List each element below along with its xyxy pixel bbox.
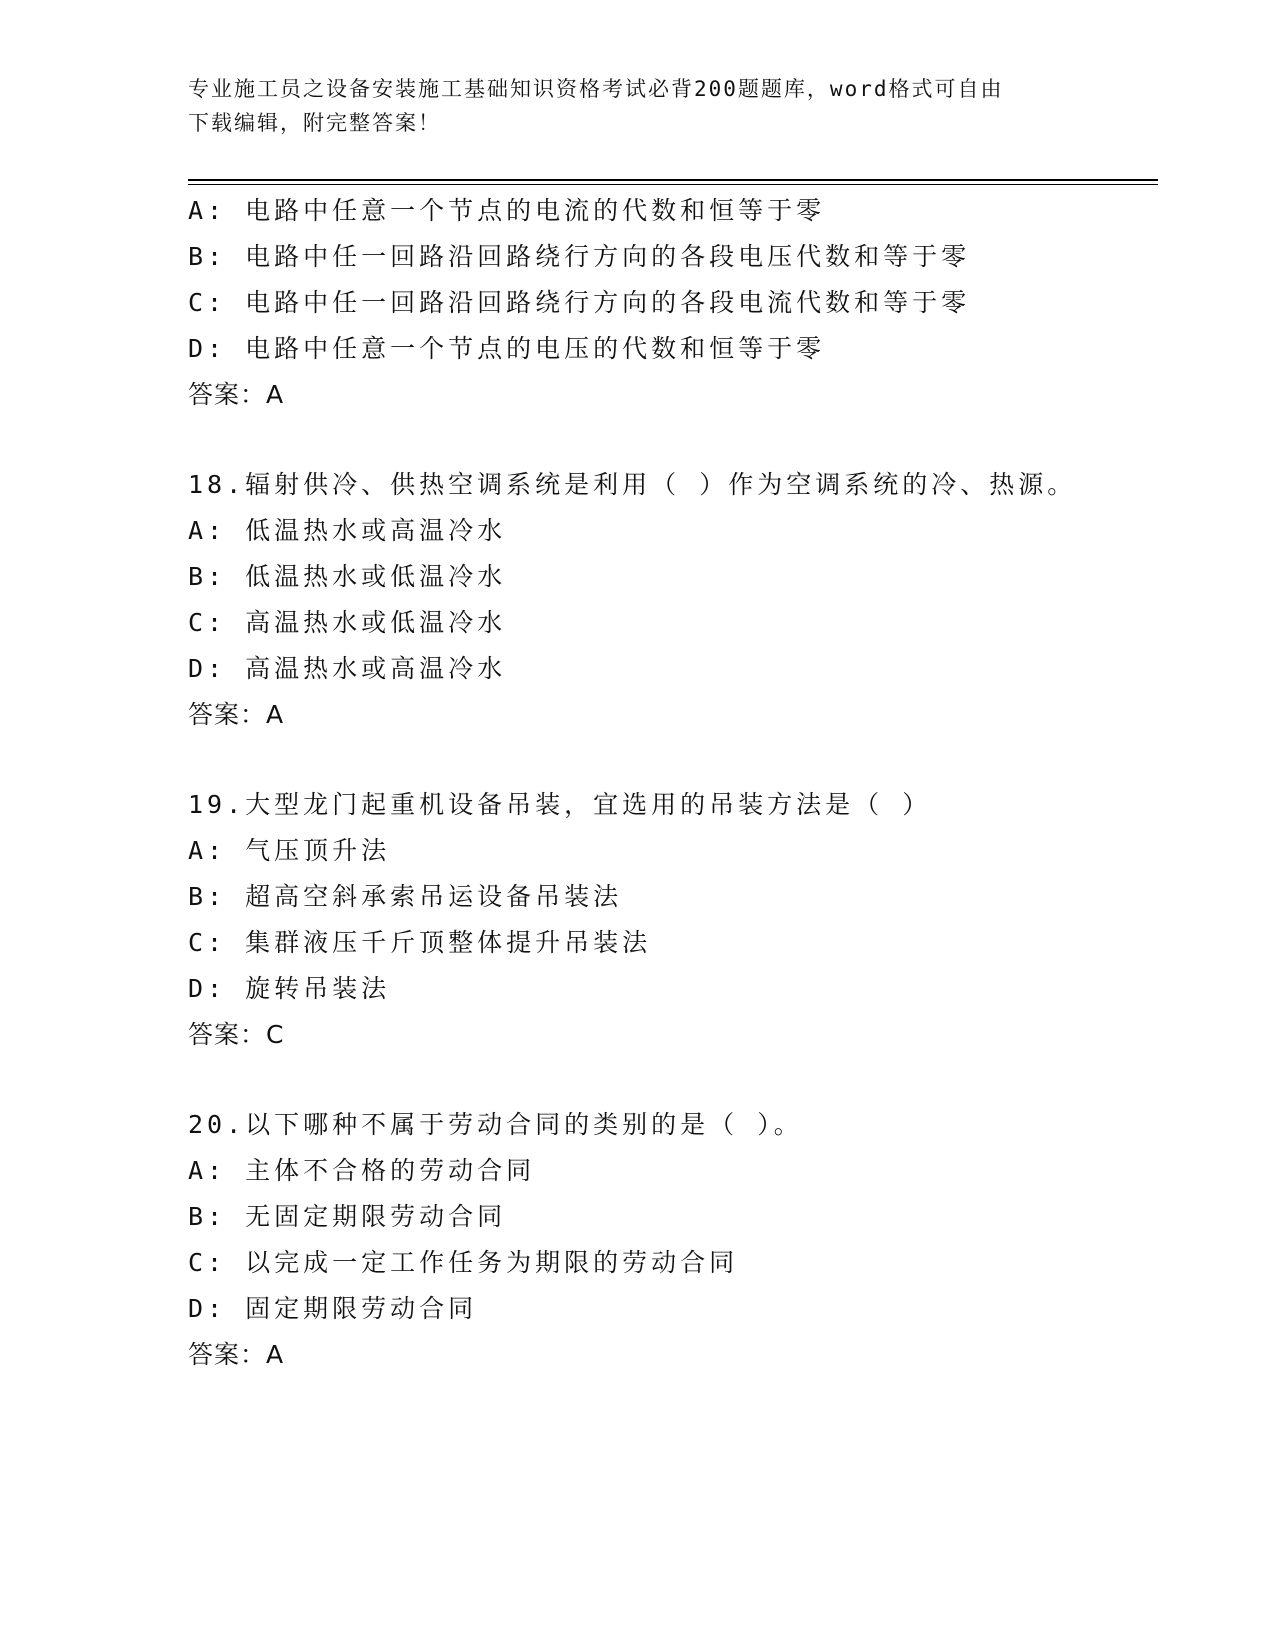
question-block-19 [188,782,1188,1058]
header-divider-thick [188,179,1158,181]
header-line-1: 专业施工员之设备安装施工基础知识资格考试必背200题题库，word格式可自由 [188,77,1004,101]
question-block-17 [188,188,1188,418]
option-b: B: 电路中任一回路沿回路绕行方向的各段电压代数和等于零 [188,242,971,271]
question-list [188,188,1188,1378]
question-stem: 18.辐射供冷、供热空调系统是利用（ ）作为空调系统的冷、热源。 [188,470,1077,499]
question-stem: 19.大型龙门起重机设备吊装，宜选用的吊装方法是（ ） [188,790,932,819]
answer-line: 答案：C [188,1020,285,1049]
option-a: A: 低温热水或高温冷水 [188,516,507,545]
answer-line: 答案：A [188,380,285,409]
option-d: D: 固定期限劳动合同 [188,1294,478,1323]
option-c: C: 集群液压千斤顶整体提升吊装法 [188,928,652,957]
option-a: A: 电路中任意一个节点的电流的代数和恒等于零 [188,196,826,225]
header-line-2: 下载编辑，附完整答案！ [188,111,441,135]
question-stem: 20.以下哪种不属于劳动合同的类别的是（ ）。 [188,1110,803,1139]
option-c: C: 以完成一定工作任务为期限的劳动合同 [188,1248,739,1277]
spacer [188,1058,1188,1102]
answer-line: 答案：A [188,700,285,729]
option-b: B: 超高空斜承索吊运设备吊装法 [188,882,623,911]
header-divider-thin [188,184,1158,185]
answer-line: 答案：A [188,1340,285,1369]
option-d: D: 旋转吊装法 [188,974,391,1003]
option-a: A: 气压顶升法 [188,836,391,865]
spacer [188,418,1188,462]
spacer [188,738,1188,782]
option-d: D: 电路中任意一个节点的电压的代数和恒等于零 [188,334,826,363]
option-a: A: 主体不合格的劳动合同 [188,1156,536,1185]
option-c: C: 电路中任一回路沿回路绕行方向的各段电流代数和等于零 [188,288,971,317]
option-b: B: 低温热水或低温冷水 [188,562,507,591]
question-block-18 [188,462,1188,738]
option-c: C: 高温热水或低温冷水 [188,608,507,637]
option-b: B: 无固定期限劳动合同 [188,1202,507,1231]
option-d: D: 高温热水或高温冷水 [188,654,507,683]
document-header [188,72,1088,140]
question-block-20 [188,1102,1188,1378]
